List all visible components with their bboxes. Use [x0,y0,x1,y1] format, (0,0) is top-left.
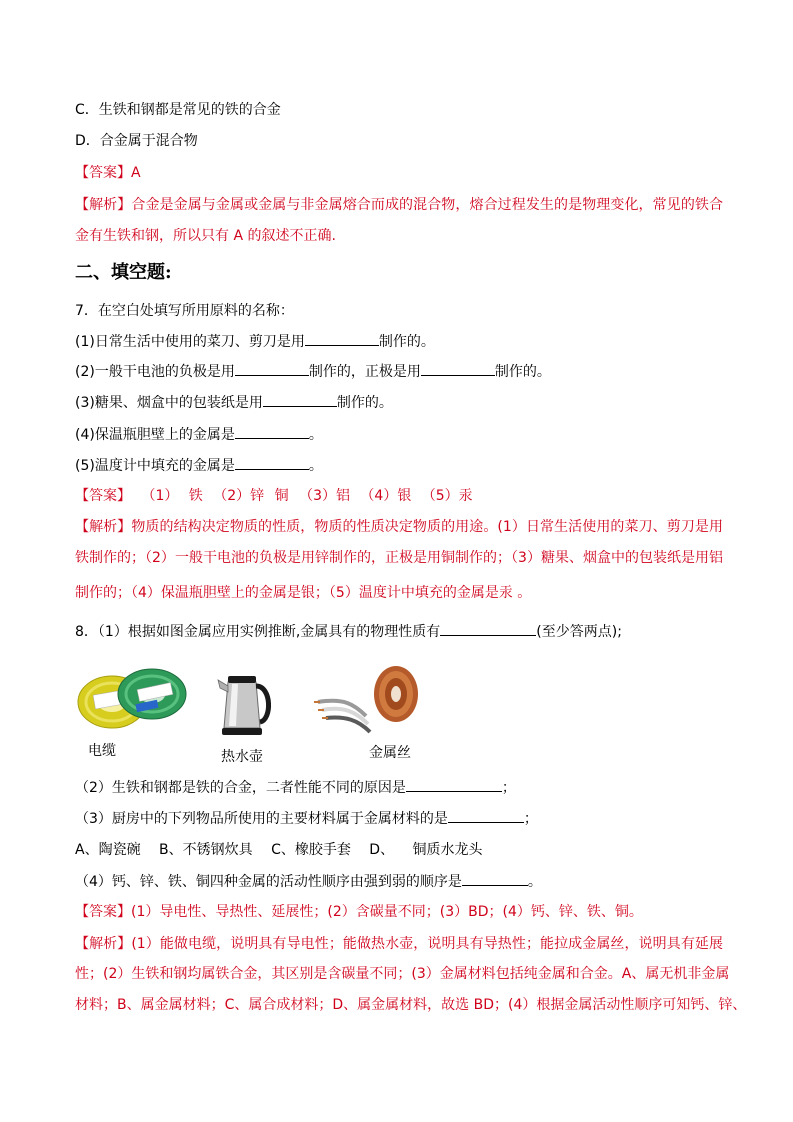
analysis-q7-line2: 铁制作的；（2）一般干电池的负极是用锌制作的，正极是用铜制作的；（3）糖果、烟盒中的包装纸是用铝 [75,550,723,566]
blank[interactable] [263,392,337,407]
blank[interactable] [448,808,524,823]
blank[interactable] [235,361,309,376]
section-heading-fill-in: 二、填空题: [75,262,172,283]
analysis-q8-line1: 【解析】(1）能做电缆，说明具有导电性；能做热水壶，说明具有导热性；能拉成金属丝，说明具有延展 [75,936,723,952]
analysis-q6-line2: 金有生铁和钢，所以只有 A 的叙述不正确. [75,228,336,244]
blank[interactable] [421,361,495,376]
answer-q6: 【答案】A [75,165,141,181]
caption-cable: 电缆 [88,743,116,759]
cable-image [76,662,188,732]
q8-part4: （4）钙、锌、铁、铜四种金属的活动性顺序由强到弱的顺序是 。 [75,871,542,892]
option-c: C．生铁和钢都是常见的铁的合金 [75,102,281,118]
blank[interactable] [305,331,379,346]
kettle-image [216,666,274,738]
metal-wire-image [314,658,426,740]
q7-stem: 7．在空白处填写所用原料的名称： [75,303,294,319]
option-d: D．合金属于混合物 [75,133,198,149]
analysis-q8-line3: 材料；B、属金属材料；C、属合成材料；D、属金属材料，故选 BD；(4）根据金属活动性顺序可知钙、锌、 [75,997,747,1013]
caption-metal-wire: 金属丝 [369,745,411,761]
q8-part3: （3）厨房中的下列物品所使用的主要材料属于金属材料的是 ； [75,808,538,829]
caption-kettle: 热水壶 [221,749,263,765]
blank[interactable] [235,455,309,470]
q7-part4: (4)保温瓶胆壁上的金属是 。 [75,424,323,445]
blank[interactable] [462,871,528,886]
blank[interactable] [406,777,502,792]
analysis-q7-line1: 【解析】物质的结构决定物质的性质，物质的性质决定物质的用途。(1）日常生活使用的菜刀、剪刀是用 [75,519,723,535]
blank[interactable] [235,424,309,439]
analysis-q8-line2: 性；(2）生铁和钢均属铁合金，其区别是含碳量不同；(3）金属材料包括纯金属和合金。A、属无机非金属 [75,966,730,982]
answer-q7: 【答案】 （1） 铁 （2）锌 铜 （3）铝 （4）银 （5）汞 [75,488,473,504]
q8-options: A、陶瓷碗 B、不锈钢炊具 C、橡胶手套 D、 铜质水龙头 [75,842,483,858]
answer-q8: 【答案】(1）导电性、导热性、延展性；(2）含碳量不同；(3）BD；(4）钙、锌、铁、铜。 [75,904,643,920]
analysis-q6-line1: 【解析】合金是金属与金属或金属与非金属熔合而成的混合物，熔合过程发生的是物理变化，常见的铁合 [75,197,723,213]
q7-part5: (5)温度计中填充的金属是 。 [75,455,323,476]
q7-part2: (2)一般干电池的负极是用 制作的，正极是用 制作的。 [75,361,551,382]
analysis-q7-line3: 制作的；（4）保温瓶胆壁上的金属是银；（5）温度计中填充的金属是汞 。 [75,585,532,601]
q7-part1: (1)日常生活中使用的菜刀、剪刀是用 制作的。 [75,331,435,352]
q8-part2: （2）生铁和钢都是铁的合金，二者性能不同的原因是 ； [75,777,516,798]
blank[interactable] [440,621,536,636]
q7-part3: (3)糖果、烟盒中的包装纸是用 制作的。 [75,392,393,413]
q8-stem: 8．（1）根据如图金属应用实例推断,金属具有的物理性质有 (至少答两点); [75,621,622,642]
